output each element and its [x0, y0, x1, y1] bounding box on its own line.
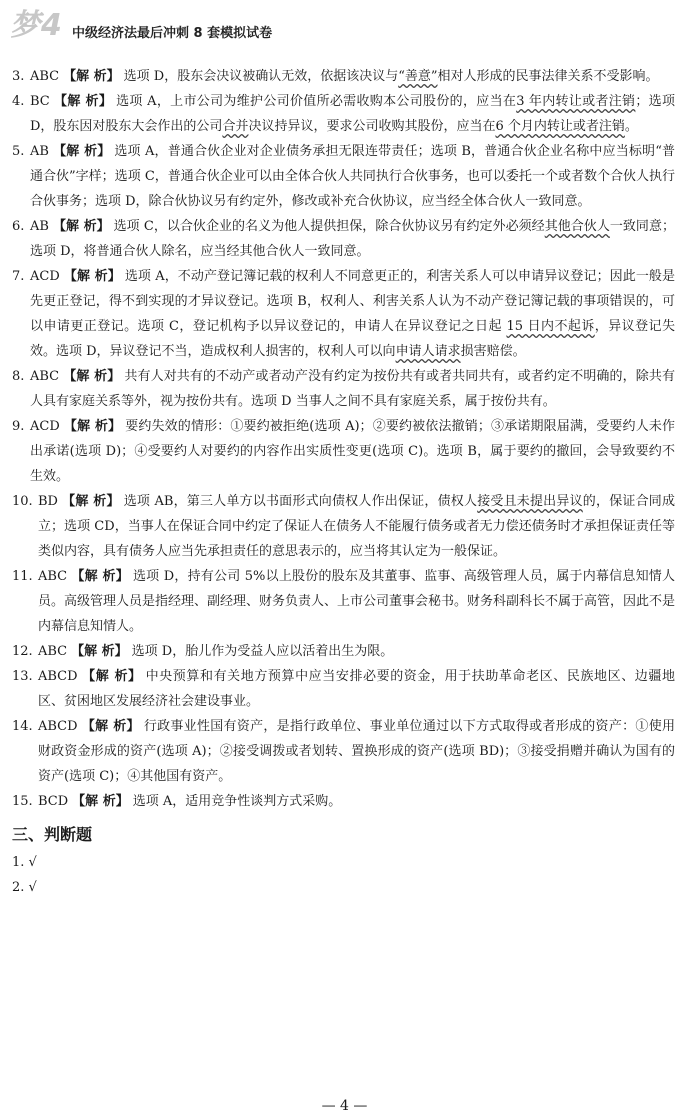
analysis-tag: 【解 析】: [81, 719, 140, 734]
analysis-tag: 【解 析】: [52, 219, 110, 234]
analysis-tag: 【解 析】: [61, 494, 120, 509]
analysis-text: 选项 D，股东会决议被确认无效，依据该决议与: [123, 69, 399, 84]
item-number: 10.: [12, 494, 33, 509]
analysis-text: 损害赔偿。: [460, 344, 526, 359]
answer-item: [0, 789, 689, 814]
analysis-text: 选项 D，持有公司 5%以上股份的股东及其董事、监事、高级管理人员，属于内幕信息知情人员。高级管理人员是指经理、副经理、财务负责人、上市公司董事会秘书。财务科副科长不属于高管，因此不是内幕信息知情人。: [38, 569, 676, 634]
answer-item: [0, 639, 689, 664]
item-number: 13.: [12, 669, 33, 684]
emphasized-text: 合并: [222, 119, 249, 134]
answer-item: [0, 214, 689, 264]
analysis-tag: 【解 析】: [63, 369, 121, 384]
answer-key: BD: [38, 494, 58, 509]
analysis-tag: 【解 析】: [71, 644, 128, 659]
book-title: 中级经济法最后冲刺 8 套模拟试卷: [72, 26, 273, 41]
analysis-text: 选项 D，胎儿作为受益人应以活着出生为限。: [131, 644, 394, 659]
answer-key: ABCD: [38, 669, 78, 684]
emphasized-text: 申请人请求: [395, 344, 461, 359]
answer-item: [0, 89, 689, 139]
analysis-text: 选项 AB，第三人单方以书面形式向债权人作出保证，债权人: [123, 494, 478, 509]
analysis-text: 的，保证合同成立；选项 CD，当事人在保证合同中约定了保证人在债务人不能履行债务或者无力偿还债务时才承担保证责任等类似内容，具有债务人应当先承担责任的意思表示的，应当将其认定为一般保证。: [38, 494, 675, 559]
analysis-text: 选项 A，普通合伙企业对企业债务承担无限连带责任；选项 B，普通合伙企业名称中应当标明“普通合伙”字样；选项 C，普通合伙企业可以由全体合伙人共同执行合伙事务，也可以委托一个或者数个合伙人执行合伙事务；选项 D，除合伙协议另有约定外，修改或补充合伙协议，应当经全体合伙人一致同意。: [30, 144, 675, 209]
analysis-tag: 【解 析】: [72, 794, 129, 809]
answer-key: ABC: [38, 569, 68, 584]
answer-key: ABCD: [38, 719, 78, 734]
analysis-text: 要约失效的情形：①要约被拒绝(选项 A)；②要约被依法撤销；③承诺期限届满，受要约人未作出承诺(选项 D)；④受要约人对要约的内容作出实质性变更(选项 C)。选项 B，属于要约的撤回，会导致要约不生效。: [30, 419, 676, 484]
item-number: 8.: [12, 369, 25, 384]
answer-item: [0, 564, 689, 639]
item-number: 7.: [12, 269, 25, 284]
analysis-text: 行政事业性国有资产，是指行政单位、事业单位通过以下方式取得或者形成的资产：①使用财政资金形成的资产(选项 A)；②接受调拨或者划转、置换形成的资产(选项 BD)；③接受捐赠并确认为国有的资产(选项 C)；④其他国有资产。: [38, 719, 675, 784]
answer-key: ABC: [30, 69, 60, 84]
item-number: 11.: [12, 569, 33, 584]
analysis-text: 相对人形成的民事法律关系不受影响。: [437, 69, 659, 84]
analysis-tag: 【解 析】: [63, 69, 120, 84]
answer-key: ACD: [30, 419, 60, 434]
emphasized-text: 3 年内转让或者注销: [516, 94, 636, 109]
answer-item: [0, 664, 689, 714]
analysis-text: 选项 C，以合伙企业的名义为他人提供担保，除合伙协议另有约定外必须经: [113, 219, 545, 234]
analysis-tag: 【解 析】: [63, 269, 121, 284]
item-number: 12.: [12, 644, 33, 659]
analysis-text: 选项 A，上市公司为维护公司价值所必需收购本公司股份的，应当在: [116, 94, 517, 109]
emphasized-text: 接受且未提出异议: [477, 494, 583, 509]
analysis-text: ；选项 D，股东因对股东大会作出的公司: [30, 94, 675, 134]
analysis-text: 一致同意；选项 D，将普通合伙人除名，应当经其他合伙人一致同意。: [30, 219, 675, 259]
emphasized-text: 其他合伙人: [544, 219, 610, 234]
answer-key: AB: [30, 219, 49, 234]
analysis-text: 选项 A，适用竞争性谈判方式采购。: [132, 794, 342, 809]
analysis-text: 决议持异议，要求公司收购其股份，应当在: [248, 119, 496, 134]
answer-key: ACD: [30, 269, 60, 284]
item-number: 5.: [12, 144, 25, 159]
analysis-tag: 【解 析】: [52, 144, 111, 159]
answer-key: AB: [30, 144, 49, 159]
answer-key: BC: [30, 94, 50, 109]
section-title: 三、判断题: [12, 825, 93, 844]
answer-item: [0, 64, 689, 89]
analysis-tag: 【解 析】: [53, 94, 113, 109]
series-logo: 梦4: [10, 8, 63, 43]
answer-item: [0, 264, 689, 364]
emphasized-text: 6 个月内转让或者注销: [495, 119, 625, 134]
analysis-text: 共有人对共有的不动产或者动产没有约定为按份共有或者共同共有，或者约定不明确的，除共有人具有家庭关系等外，视为按份共有。选项 D 当事人之间不具有家庭关系，属于按份共有。: [30, 369, 675, 409]
analysis-text: 中央预算和有关地方预算中应当安排必要的资金，用于扶助革命老区、民族地区、边疆地区、贫困地区发展经济社会建设事业。: [38, 669, 675, 709]
answer-key: ABC: [30, 369, 60, 384]
item-number: 4.: [12, 94, 25, 109]
answer-item: [0, 714, 689, 789]
item-number: 14.: [12, 719, 33, 734]
item-number: 6.: [12, 219, 25, 234]
emphasized-text: 15 日内不起诉: [506, 319, 595, 334]
analysis-text: 。: [624, 119, 638, 134]
analysis-tag: 【解 析】: [81, 669, 142, 684]
page-number: — 4 —: [321, 1098, 368, 1114]
judgment-answer: 2. √: [12, 880, 37, 895]
answer-key: ABC: [38, 644, 68, 659]
answer-item: [0, 139, 689, 214]
answer-item: [0, 489, 689, 564]
emphasized-text: “善意”: [398, 69, 438, 84]
item-number: 3.: [12, 69, 25, 84]
item-number: 9.: [12, 419, 25, 434]
answer-key: BCD: [38, 794, 69, 809]
analysis-tag: 【解 析】: [71, 569, 129, 584]
answer-item: [0, 364, 689, 414]
answer-item: [0, 414, 689, 489]
judgment-answer: 1. √: [12, 855, 37, 870]
answer-content: [0, 64, 689, 900]
analysis-text: ，异议登记失效。选项 D，异议登记不当，造成权利人损害的，权利人可以向: [30, 319, 675, 359]
analysis-text: 选项 A，不动产登记簿记载的权利人不同意更正的，利害关系人可以申请异议登记；因此一般是先更正登记，得不到实现的才异议登记。选项 B，权利人、利害关系人认为不动产登记簿记载的事项错误的，可以申请更正登记。选项 C，登记机构予以异议登记的，申请人在异议登记之日起: [30, 269, 675, 334]
item-number: 15.: [12, 794, 33, 809]
analysis-tag: 【解 析】: [63, 419, 122, 434]
page-header: [0, 0, 689, 58]
